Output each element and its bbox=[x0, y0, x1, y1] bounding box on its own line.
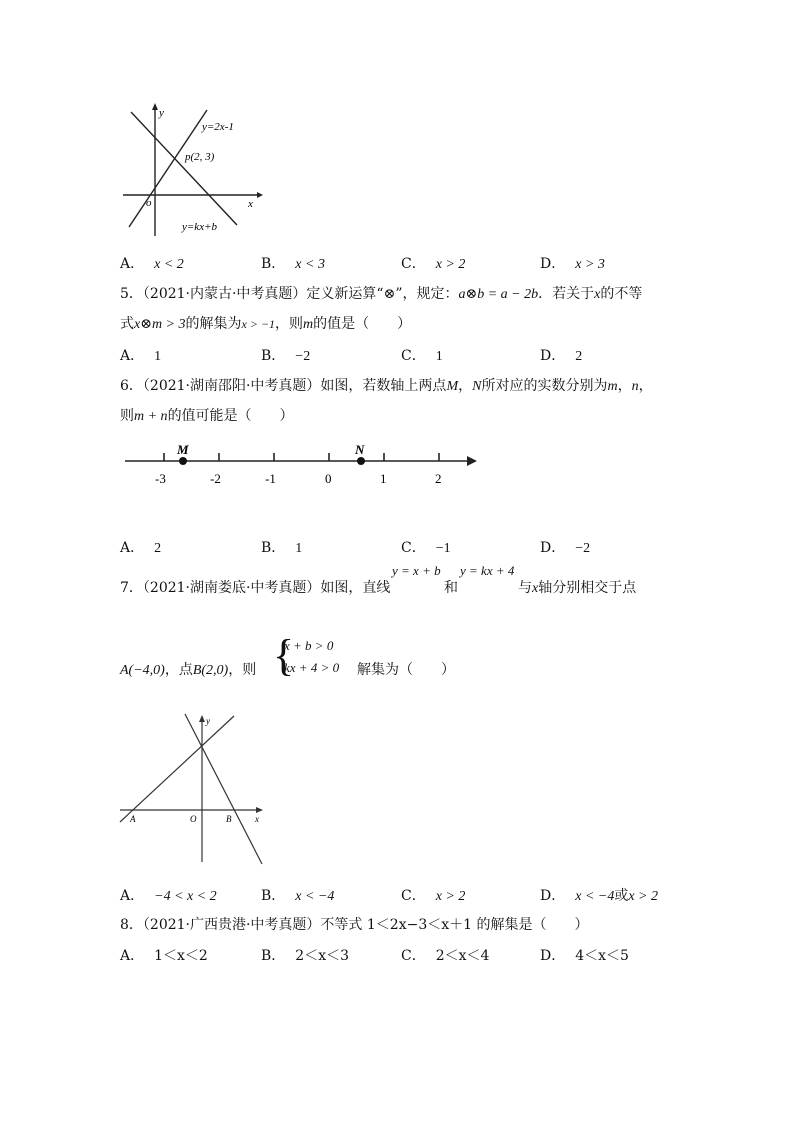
origin-label: o bbox=[146, 197, 152, 209]
q7-option-d[interactable] bbox=[540, 885, 658, 905]
option-value: 2＜x＜4 bbox=[435, 948, 490, 964]
y-axis-arrow bbox=[152, 103, 158, 110]
q5-text-f: ，则 bbox=[275, 316, 304, 332]
number-line bbox=[120, 438, 485, 493]
tick-label: 0 bbox=[325, 471, 332, 486]
q5-text-e: 的解集为 bbox=[185, 316, 242, 332]
q7-option-a[interactable] bbox=[120, 885, 217, 905]
q7-brace: { bbox=[273, 631, 295, 680]
tick-label: -1 bbox=[265, 471, 276, 486]
x-axis-label: x bbox=[255, 814, 259, 824]
q7-option-c[interactable] bbox=[401, 885, 465, 905]
option-label: D． bbox=[540, 256, 566, 272]
line2-label: y=kx+b bbox=[182, 221, 217, 233]
tick-marks bbox=[164, 453, 439, 461]
q8-option-d[interactable] bbox=[540, 945, 629, 965]
q6-sep: ， bbox=[458, 378, 473, 394]
y-axis-label: y bbox=[206, 716, 210, 726]
option-value: 2 bbox=[154, 541, 162, 556]
q5-line2 bbox=[120, 314, 411, 335]
q6-text-b: 所对应的实数分别为 bbox=[481, 378, 608, 394]
q5-line1 bbox=[120, 284, 642, 305]
tick-label: -2 bbox=[210, 471, 221, 486]
point-b-label: B bbox=[226, 814, 232, 824]
q7-line1-end bbox=[518, 578, 636, 599]
y-axis-label: y bbox=[159, 107, 164, 119]
q5-rule: a⊗b = a − 2b bbox=[458, 287, 539, 302]
q7-and: 和 bbox=[444, 580, 458, 596]
q5-text-a: 5．（2021·内蒙古·中考真题）定义新运算“⊗”，规定： bbox=[120, 286, 459, 302]
q5-ineq: x⊗m > 3 bbox=[134, 317, 186, 332]
q6-comma: ， bbox=[617, 378, 632, 394]
option-value: x > 3 bbox=[575, 257, 605, 272]
point-label: p(2, 3) bbox=[185, 151, 215, 163]
option-value: 2＜x＜3 bbox=[295, 948, 350, 964]
option-label: B． bbox=[261, 540, 286, 556]
option-label: B． bbox=[261, 948, 286, 964]
option-value: 1 bbox=[154, 349, 162, 364]
q4-option-b[interactable] bbox=[261, 253, 325, 273]
option-value: 2 bbox=[575, 349, 583, 364]
point-a-label: A bbox=[130, 814, 136, 824]
q5-sol: x > −1 bbox=[241, 317, 276, 331]
q6-M: M bbox=[446, 379, 459, 394]
option-label: D． bbox=[540, 888, 566, 904]
q8-question: 8．（2021·广西贵港·中考真题）不等式 1＜2x−3＜x＋1 的解集是（ ） bbox=[120, 917, 589, 933]
number-line-arrow bbox=[467, 456, 477, 466]
tick-label: -3 bbox=[155, 471, 166, 486]
option-label: A． bbox=[120, 256, 145, 272]
option-label: C． bbox=[401, 256, 426, 272]
y-axis-arrow bbox=[199, 715, 205, 722]
q7-text-d: ，点 bbox=[164, 662, 193, 678]
x-axis-arrow bbox=[257, 192, 263, 198]
q5-text-c: 的不等 bbox=[600, 286, 643, 302]
q6-option-a[interactable] bbox=[120, 537, 161, 557]
q5-text-d: 式 bbox=[120, 316, 134, 332]
tick-label: 1 bbox=[380, 471, 387, 486]
q5-option-d[interactable] bbox=[540, 345, 582, 365]
q5-option-a[interactable] bbox=[120, 345, 161, 365]
q6-text-d: 的值可能是（ ） bbox=[167, 408, 294, 424]
option-label: B． bbox=[261, 348, 286, 364]
option-value: −2 bbox=[295, 349, 311, 364]
option-value: −2 bbox=[575, 541, 591, 556]
option-label: D． bbox=[540, 540, 566, 556]
option-label: C． bbox=[401, 948, 426, 964]
line1-label: y=2x-1 bbox=[202, 121, 234, 133]
line-y-2x-1 bbox=[129, 110, 207, 227]
option-value: 1＜x＜2 bbox=[154, 948, 208, 964]
option-value: x < −4 bbox=[575, 889, 615, 904]
q4-option-d[interactable] bbox=[540, 253, 605, 273]
option-label: C． bbox=[401, 888, 426, 904]
point-n-dot bbox=[357, 457, 365, 465]
option-label: D． bbox=[540, 348, 566, 364]
q6-expr: m + n bbox=[134, 409, 168, 424]
q6-option-c[interactable] bbox=[401, 537, 451, 557]
line-y-x-b bbox=[120, 716, 234, 822]
option-label: A． bbox=[120, 948, 145, 964]
q6-comma2: ， bbox=[638, 378, 653, 394]
option-label: D． bbox=[540, 948, 566, 964]
option-value: x < −4 bbox=[295, 889, 335, 904]
option-value: 1 bbox=[295, 541, 303, 556]
option-value: 4＜x＜5 bbox=[575, 948, 629, 964]
point-m-label: M bbox=[177, 442, 189, 457]
q6-option-b[interactable] bbox=[261, 537, 302, 557]
q4-option-a[interactable] bbox=[120, 253, 184, 273]
q8-option-c[interactable] bbox=[401, 945, 489, 965]
option-label: B． bbox=[261, 256, 286, 272]
q7-x: x bbox=[532, 581, 539, 596]
q7-system-2: kx + 4 > 0 bbox=[284, 660, 340, 675]
option-value: −1 bbox=[435, 541, 451, 556]
point-m-dot bbox=[179, 457, 187, 465]
option-value: x > 2 bbox=[435, 257, 466, 272]
q5-option-c[interactable] bbox=[401, 345, 443, 365]
q6-n: n bbox=[631, 379, 639, 394]
figure-two-lines bbox=[115, 100, 265, 240]
point-n-label: N bbox=[355, 442, 365, 457]
q7-system-1: x + b > 0 bbox=[284, 638, 334, 653]
q7-line2 bbox=[120, 660, 256, 681]
option-suffix: 或 bbox=[614, 888, 629, 904]
q6-N: N bbox=[472, 379, 482, 394]
q7-text-f: 解集为（ ） bbox=[357, 662, 455, 678]
q7-eq2: y = kx + 4 bbox=[460, 563, 515, 578]
option-value: x < 3 bbox=[295, 257, 325, 272]
q5-text-g: 的值是（ ） bbox=[313, 316, 412, 332]
q5-m: m bbox=[303, 317, 314, 332]
q8-option-b[interactable] bbox=[261, 945, 349, 965]
q8-option-a[interactable] bbox=[120, 945, 208, 965]
q6-text-c: 则 bbox=[120, 408, 134, 424]
q6-line2 bbox=[120, 406, 294, 427]
option-label: B． bbox=[261, 888, 286, 904]
q7-line1 bbox=[120, 578, 390, 598]
tick-label: 2 bbox=[435, 471, 442, 486]
x-axis-arrow bbox=[256, 807, 263, 813]
q7-text-e: ，则 bbox=[228, 662, 257, 678]
option-value: x > 2 bbox=[435, 889, 466, 904]
figure-q7 bbox=[118, 712, 268, 872]
q6-option-d[interactable] bbox=[540, 537, 590, 557]
q7-eq1: y = x + b bbox=[392, 563, 441, 578]
option-label: A． bbox=[120, 540, 145, 556]
q7-text-c: 轴分别相交于点 bbox=[538, 580, 637, 596]
q6-text-a: 6．（2021·湖南邵阳·中考真题）如图，若数轴上两点 bbox=[120, 378, 447, 394]
q7-point-a: A(−4,0) bbox=[120, 663, 165, 678]
option-value-2: x > 2 bbox=[628, 889, 659, 904]
q4-option-c[interactable] bbox=[401, 253, 465, 273]
option-label: A． bbox=[120, 348, 145, 364]
option-value: −4 < x < 2 bbox=[154, 889, 217, 904]
q5-option-b[interactable] bbox=[261, 345, 310, 365]
q7-text-a: 7．（2021·湖南娄底·中考真题）如图，直线 bbox=[120, 580, 391, 596]
q5-x: x bbox=[594, 287, 601, 302]
option-label: C． bbox=[401, 540, 426, 556]
origin-label: O bbox=[190, 814, 197, 824]
option-label: C． bbox=[401, 348, 426, 364]
option-value: x < 2 bbox=[154, 257, 184, 272]
x-axis-label: x bbox=[248, 198, 253, 210]
q7-text-b: 与 bbox=[518, 580, 532, 596]
q7-point-b: B(2,0) bbox=[192, 663, 229, 678]
option-label: A． bbox=[120, 888, 145, 904]
q5-text-b: ．若关于 bbox=[538, 286, 595, 302]
option-value: 1 bbox=[435, 349, 443, 364]
q7-option-b[interactable] bbox=[261, 885, 334, 905]
line-y-kx-4 bbox=[185, 714, 262, 864]
q6-m: m bbox=[607, 379, 618, 394]
q6-line1 bbox=[120, 376, 653, 397]
